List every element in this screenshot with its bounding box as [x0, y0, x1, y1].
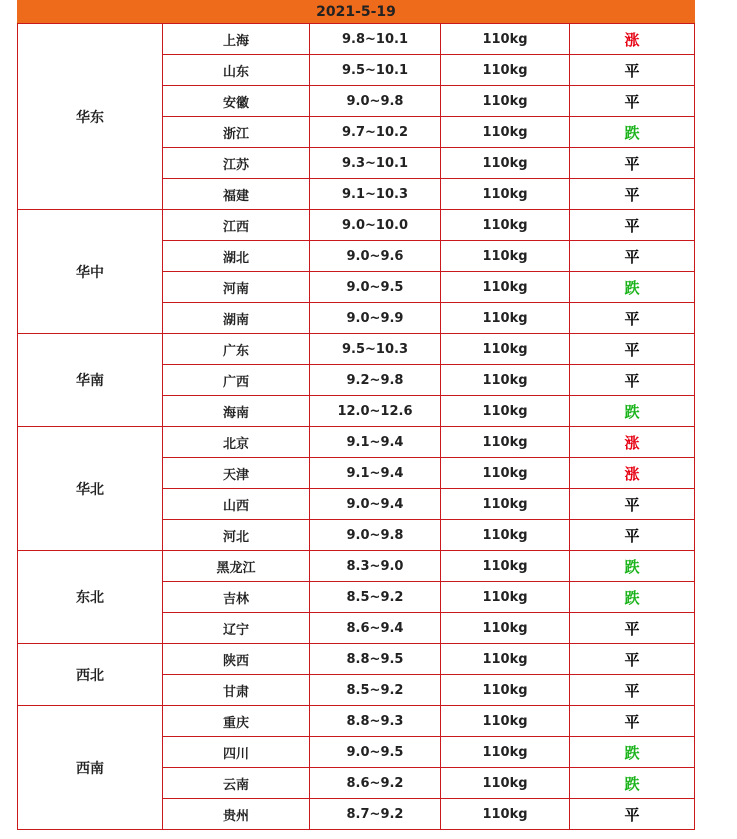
- region-cell: 东北: [18, 551, 163, 644]
- province-cell: 贵州: [163, 799, 310, 830]
- price-range-cell: 9.0~9.5: [310, 737, 441, 768]
- region-cell: 西北: [18, 644, 163, 706]
- weight-cell: 110kg: [441, 396, 570, 427]
- trend-cell: 平: [570, 210, 695, 241]
- trend-cell: 涨: [570, 24, 695, 55]
- weight-cell: 110kg: [441, 272, 570, 303]
- region-cell: 华东: [18, 24, 163, 210]
- province-cell: 甘肃: [163, 675, 310, 706]
- trend-cell: 跌: [570, 396, 695, 427]
- price-range-cell: 9.8~10.1: [310, 24, 441, 55]
- trend-cell: 平: [570, 179, 695, 210]
- price-range-cell: 9.2~9.8: [310, 365, 441, 396]
- trend-cell: 平: [570, 334, 695, 365]
- trend-cell: 平: [570, 613, 695, 644]
- weight-cell: 110kg: [441, 86, 570, 117]
- date-header: 2021-5-19: [18, 1, 695, 24]
- trend-cell: 跌: [570, 272, 695, 303]
- price-range-cell: 8.3~9.0: [310, 551, 441, 582]
- price-range-cell: 9.0~9.5: [310, 272, 441, 303]
- trend-cell: 平: [570, 644, 695, 675]
- table-row: [18, 644, 695, 675]
- weight-cell: 110kg: [441, 768, 570, 799]
- trend-cell: 平: [570, 675, 695, 706]
- price-table-container: [17, 0, 694, 830]
- province-cell: 安徽: [163, 86, 310, 117]
- region-cell: 华中: [18, 210, 163, 334]
- price-range-cell: 9.5~10.1: [310, 55, 441, 86]
- province-cell: 黑龙江: [163, 551, 310, 582]
- table-row: [18, 551, 695, 582]
- trend-cell: 平: [570, 489, 695, 520]
- weight-cell: 110kg: [441, 365, 570, 396]
- province-cell: 湖南: [163, 303, 310, 334]
- weight-cell: 110kg: [441, 551, 570, 582]
- weight-cell: 110kg: [441, 675, 570, 706]
- trend-cell: 平: [570, 148, 695, 179]
- region-cell: 华南: [18, 334, 163, 427]
- region-cell: 西南: [18, 706, 163, 830]
- province-cell: 江苏: [163, 148, 310, 179]
- price-range-cell: 8.6~9.4: [310, 613, 441, 644]
- weight-cell: 110kg: [441, 241, 570, 272]
- province-cell: 北京: [163, 427, 310, 458]
- trend-cell: 跌: [570, 768, 695, 799]
- trend-cell: 跌: [570, 582, 695, 613]
- province-cell: 山东: [163, 55, 310, 86]
- weight-cell: 110kg: [441, 148, 570, 179]
- weight-cell: 110kg: [441, 799, 570, 830]
- price-range-cell: 9.1~9.4: [310, 427, 441, 458]
- price-range-cell: 9.1~9.4: [310, 458, 441, 489]
- price-range-cell: 9.0~9.6: [310, 241, 441, 272]
- weight-cell: 110kg: [441, 737, 570, 768]
- weight-cell: 110kg: [441, 427, 570, 458]
- province-cell: 河南: [163, 272, 310, 303]
- weight-cell: 110kg: [441, 334, 570, 365]
- weight-cell: 110kg: [441, 458, 570, 489]
- table-row: [18, 334, 695, 365]
- price-range-cell: 8.7~9.2: [310, 799, 441, 830]
- weight-cell: 110kg: [441, 489, 570, 520]
- province-cell: 江西: [163, 210, 310, 241]
- weight-cell: 110kg: [441, 303, 570, 334]
- province-cell: 河北: [163, 520, 310, 551]
- province-cell: 云南: [163, 768, 310, 799]
- price-range-cell: 9.0~9.8: [310, 86, 441, 117]
- province-cell: 天津: [163, 458, 310, 489]
- price-range-cell: 8.8~9.3: [310, 706, 441, 737]
- weight-cell: 110kg: [441, 706, 570, 737]
- trend-cell: 平: [570, 55, 695, 86]
- weight-cell: 110kg: [441, 582, 570, 613]
- province-cell: 福建: [163, 179, 310, 210]
- trend-cell: 平: [570, 520, 695, 551]
- price-range-cell: 9.0~10.0: [310, 210, 441, 241]
- price-range-cell: 8.8~9.5: [310, 644, 441, 675]
- pig-price-table: [17, 0, 695, 830]
- weight-cell: 110kg: [441, 55, 570, 86]
- price-range-cell: 8.6~9.2: [310, 768, 441, 799]
- province-cell: 海南: [163, 396, 310, 427]
- table-row: [18, 210, 695, 241]
- weight-cell: 110kg: [441, 520, 570, 551]
- province-cell: 辽宁: [163, 613, 310, 644]
- weight-cell: 110kg: [441, 117, 570, 148]
- trend-cell: 平: [570, 241, 695, 272]
- trend-cell: 跌: [570, 551, 695, 582]
- trend-cell: 平: [570, 799, 695, 830]
- province-cell: 广西: [163, 365, 310, 396]
- price-range-cell: 9.5~10.3: [310, 334, 441, 365]
- trend-cell: 涨: [570, 427, 695, 458]
- table-body: [18, 24, 695, 830]
- weight-cell: 110kg: [441, 210, 570, 241]
- province-cell: 山西: [163, 489, 310, 520]
- trend-cell: 跌: [570, 737, 695, 768]
- table-header-row: [18, 1, 695, 24]
- price-range-cell: 9.7~10.2: [310, 117, 441, 148]
- province-cell: 上海: [163, 24, 310, 55]
- table-row: [18, 427, 695, 458]
- province-cell: 四川: [163, 737, 310, 768]
- weight-cell: 110kg: [441, 613, 570, 644]
- province-cell: 广东: [163, 334, 310, 365]
- province-cell: 湖北: [163, 241, 310, 272]
- weight-cell: 110kg: [441, 179, 570, 210]
- trend-cell: 平: [570, 303, 695, 334]
- price-range-cell: 9.3~10.1: [310, 148, 441, 179]
- trend-cell: 涨: [570, 458, 695, 489]
- trend-cell: 平: [570, 706, 695, 737]
- province-cell: 浙江: [163, 117, 310, 148]
- price-range-cell: 12.0~12.6: [310, 396, 441, 427]
- table-row: [18, 706, 695, 737]
- trend-cell: 平: [570, 86, 695, 117]
- region-cell: 华北: [18, 427, 163, 551]
- price-range-cell: 8.5~9.2: [310, 675, 441, 706]
- province-cell: 吉林: [163, 582, 310, 613]
- trend-cell: 平: [570, 365, 695, 396]
- table-row: [18, 24, 695, 55]
- weight-cell: 110kg: [441, 24, 570, 55]
- price-range-cell: 8.5~9.2: [310, 582, 441, 613]
- price-range-cell: 9.0~9.9: [310, 303, 441, 334]
- price-range-cell: 9.0~9.8: [310, 520, 441, 551]
- province-cell: 重庆: [163, 706, 310, 737]
- trend-cell: 跌: [570, 117, 695, 148]
- price-range-cell: 9.0~9.4: [310, 489, 441, 520]
- province-cell: 陕西: [163, 644, 310, 675]
- price-range-cell: 9.1~10.3: [310, 179, 441, 210]
- weight-cell: 110kg: [441, 644, 570, 675]
